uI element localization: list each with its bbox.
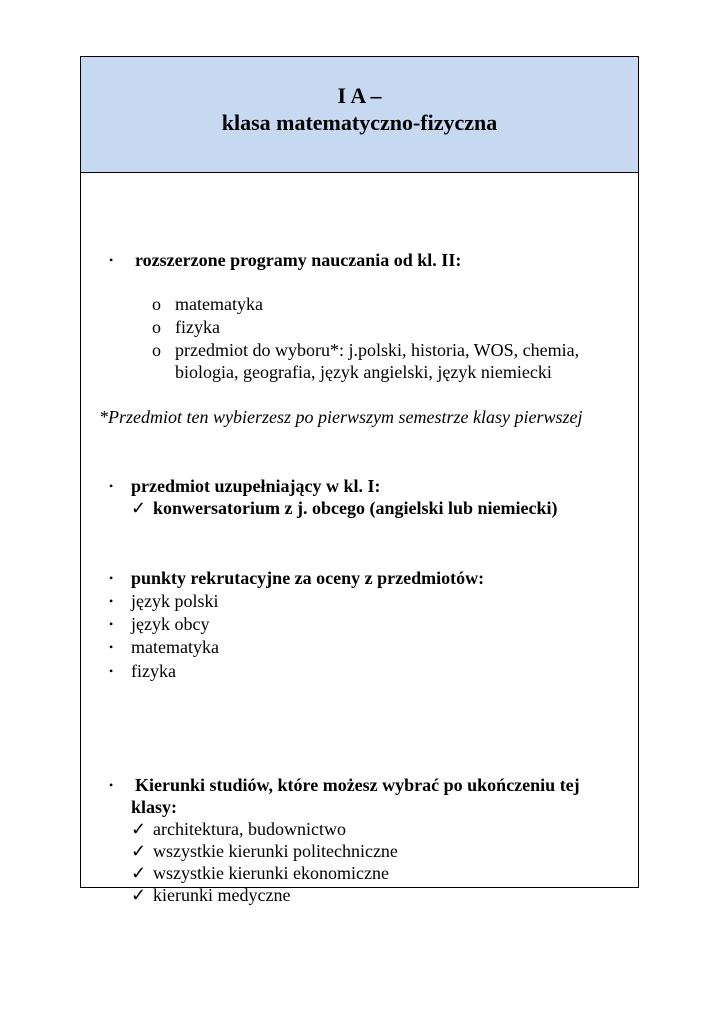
check-icon: ✓ [131,819,147,839]
bullet-icon: • [109,617,114,631]
bullet-icon: • [109,571,114,585]
program-item: fizyka [175,317,220,337]
supplementary-heading: przedmiot uzupełniający w kl. I: [131,476,381,496]
programs-heading: rozszerzone programy nauczania od kl. II: [135,250,462,270]
bullet-icon: • [109,594,114,608]
points-item: fizyka [131,661,176,681]
page-title-line2: klasa matematyczno-fizyczna [221,110,498,135]
bullet-icon: • [109,479,114,493]
program-item: przedmiot do wyboru*: j.polski, historia, WOS, chemia, [175,340,580,360]
header-panel [81,57,638,173]
bullet-icon: • [109,640,114,654]
circle-icon: o [152,340,161,360]
points-heading: punkty rekrutacyjne za oceny z przedmiotów: [131,568,485,588]
circle-icon: o [152,294,161,314]
points-item: język obcy [131,614,210,634]
check-icon: ✓ [131,863,147,883]
footnote: *Przedmiot ten wybierzesz po pierwszym semestrze klasy pierwszej [99,407,583,427]
check-icon: ✓ [131,498,147,518]
circle-icon: o [152,317,161,337]
check-icon: ✓ [131,885,147,905]
program-item-continuation: biologia, geografia, język angielski, język niemiecki [175,362,552,382]
program-item: matematyka [175,294,263,314]
check-icon: ✓ [131,841,147,861]
supplementary-item: konwersatorium z j. obcego (angielski lub niemiecki) [153,498,558,518]
studies-item: wszystkie kierunki ekonomiczne [153,863,389,883]
bullet-icon: • [109,664,114,678]
bullet-icon: • [109,778,114,792]
bullet-icon: • [109,253,114,267]
studies-item: architektura, budownictwo [153,819,346,839]
points-item: język polski [131,591,219,611]
studies-item: kierunki medyczne [153,885,291,905]
points-item: matematyka [131,637,219,657]
studies-item: wszystkie kierunki politechniczne [153,841,398,861]
studies-heading-line1: Kierunki studiów, które możesz wybrać po ukończeniu tej [135,775,580,795]
page-title-line1: I A – [337,83,382,108]
studies-heading-line2: klasy: [131,797,178,817]
class-info-frame [80,56,639,905]
